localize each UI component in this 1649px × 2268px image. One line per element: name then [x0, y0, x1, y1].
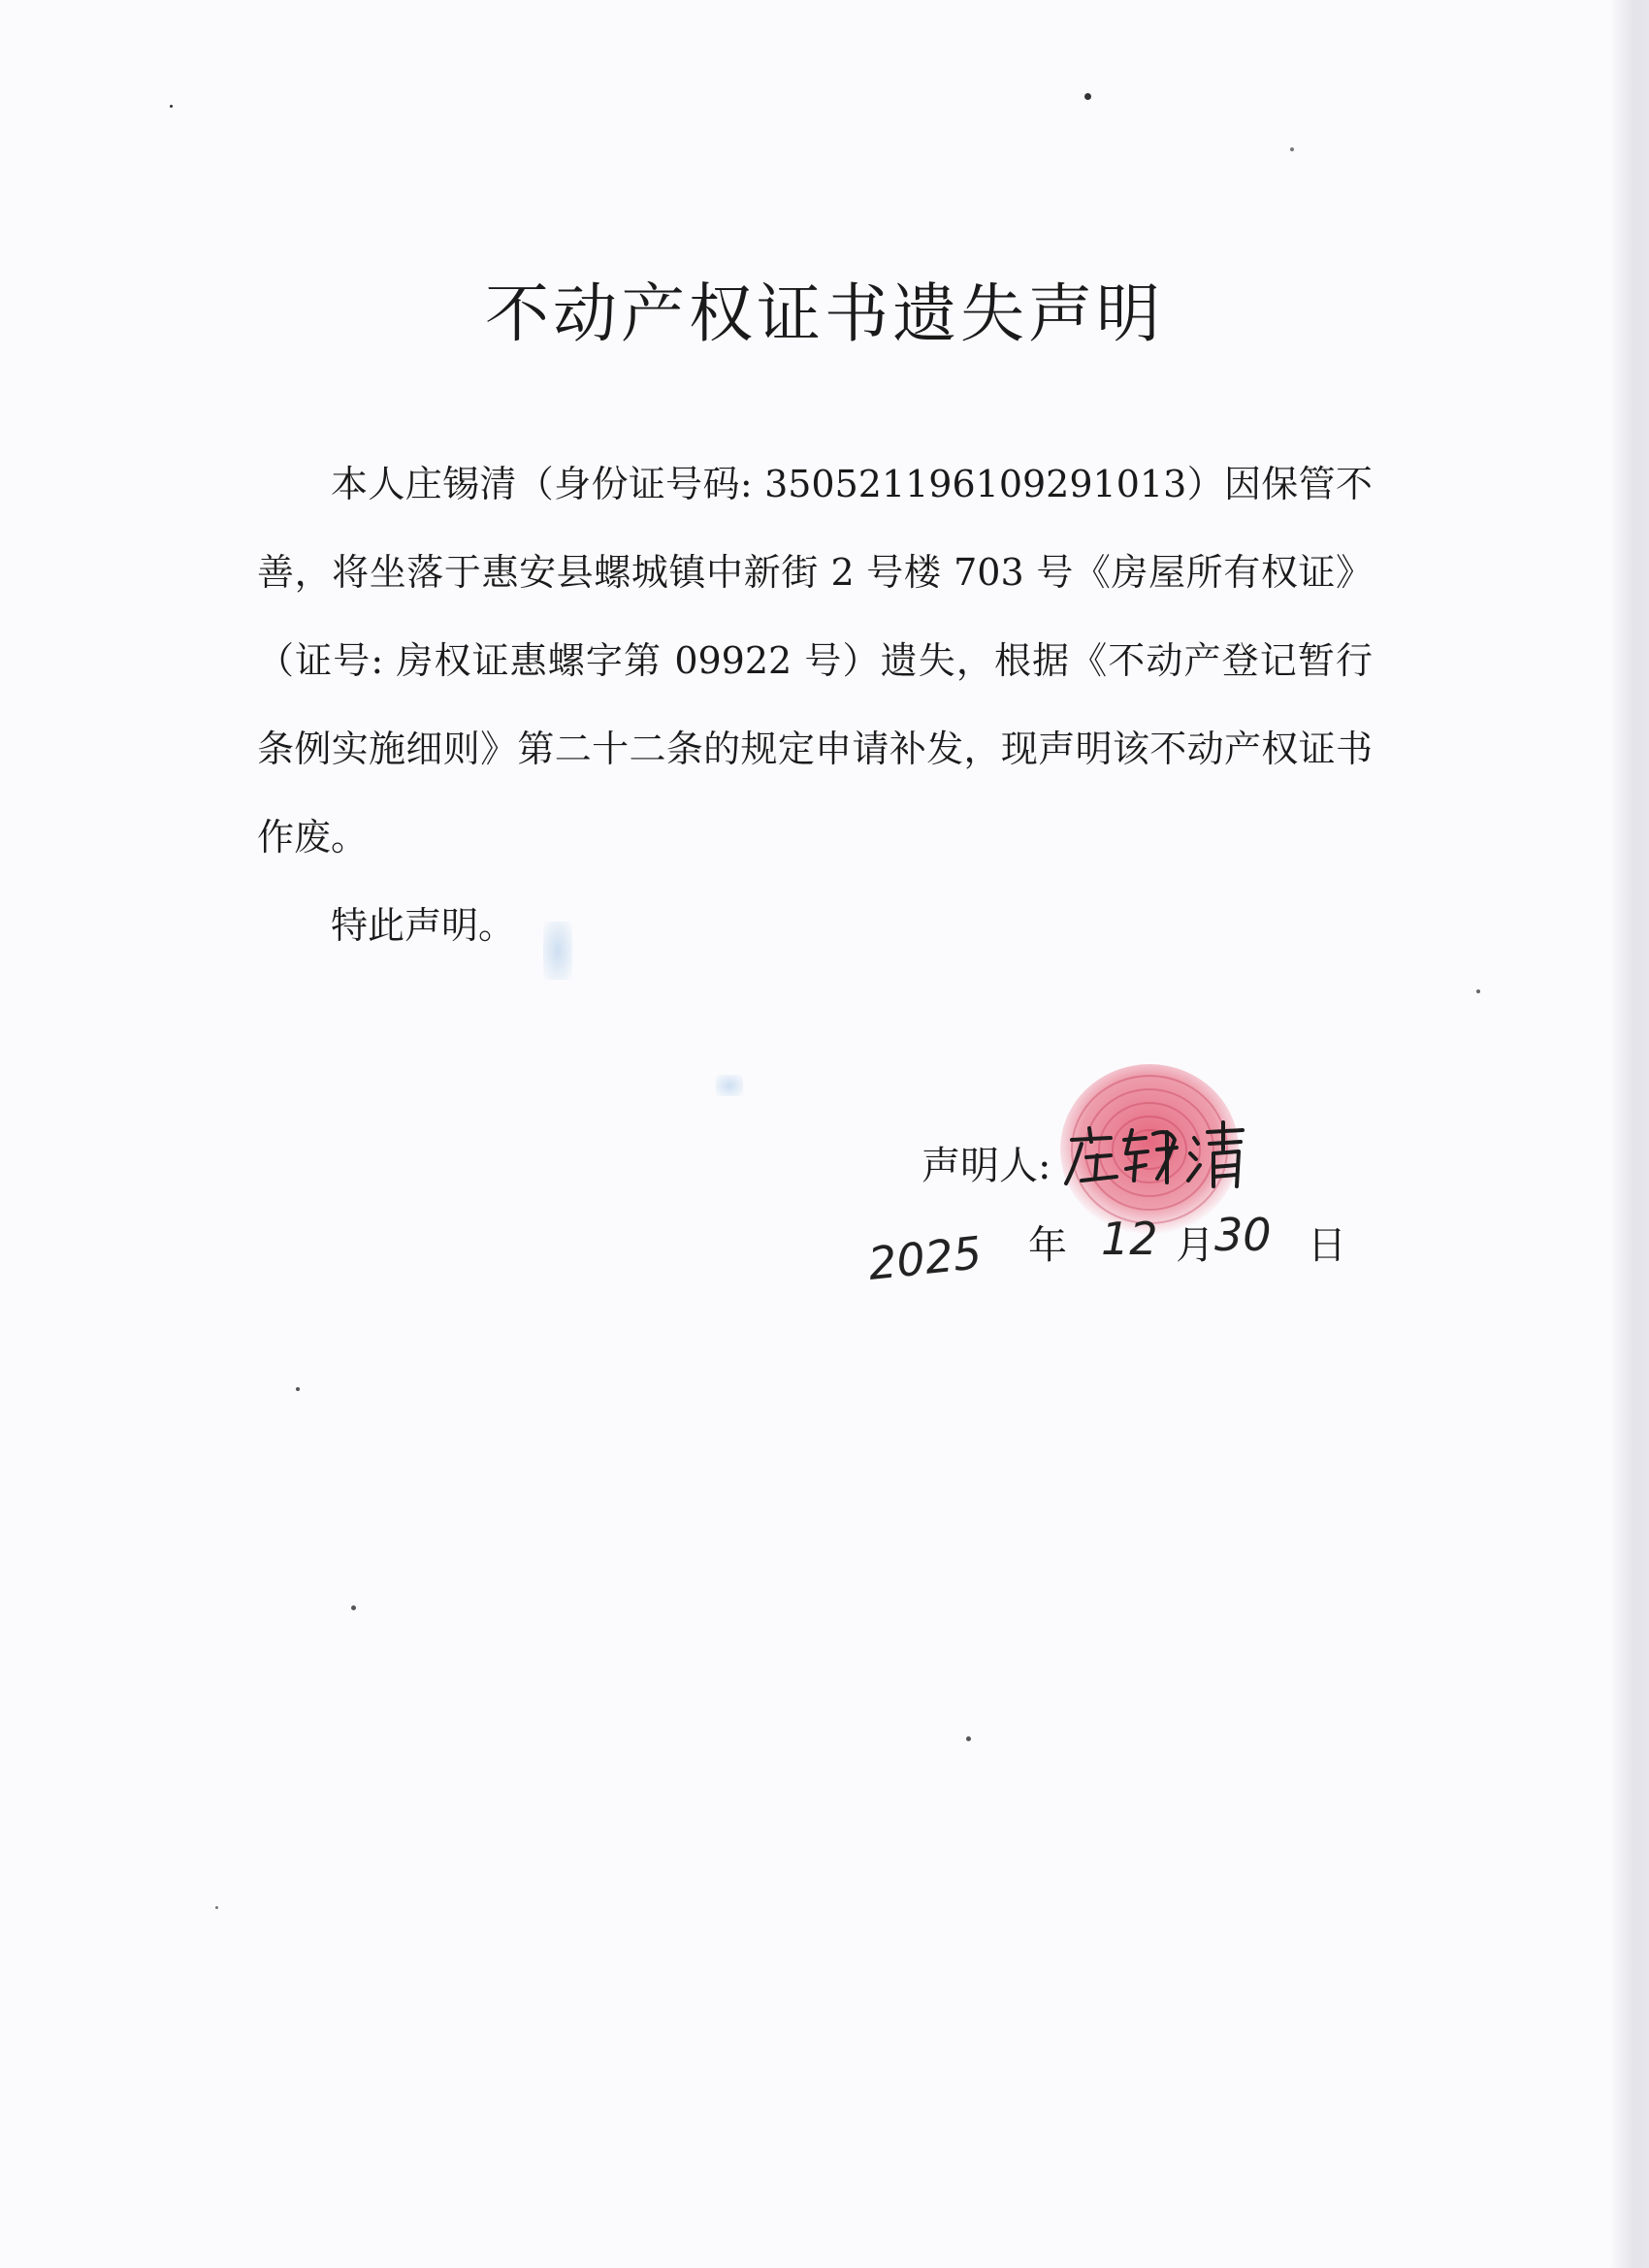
closing-paragraph: 特此声明。	[331, 904, 516, 947]
statement-paragraph: 本人庄锡清（身份证号码: 350521196109291013）因保管不善，将坐落于惠安县螺城镇中新街 2 号楼 703 号《房屋所有权证》（证号: 房权证惠螺字第 09922 号）遗失，根据《不动产登记暂行条例实施细则》第二十二条的规定申请补发，现声明该不动产权证书作废。	[257, 463, 1373, 859]
year-unit: 年	[1028, 1223, 1067, 1268]
handwritten-day: 30	[1214, 1209, 1272, 1261]
handwritten-signature	[1052, 1111, 1266, 1198]
date-line	[865, 1203, 1368, 1319]
scan-speck	[1084, 93, 1091, 100]
document-title: 不动产权证书遗失声明	[485, 276, 1164, 351]
signature-block	[865, 1096, 1368, 1339]
scan-speck	[1476, 989, 1480, 993]
scan-speck	[351, 1605, 356, 1610]
declarant-label: 声明人:	[922, 1144, 1051, 1188]
scan-speck	[1290, 147, 1294, 151]
blue-ink-mark	[716, 1075, 743, 1096]
day-unit: 日	[1308, 1223, 1346, 1268]
scan-speck	[296, 1387, 300, 1391]
handwritten-month: 12	[1101, 1213, 1158, 1265]
handwritten-year: 2025	[865, 1226, 985, 1290]
scan-speck	[215, 1906, 218, 1909]
month-unit: 月	[1176, 1223, 1214, 1268]
statement-body	[257, 440, 1373, 970]
scan-speck	[170, 105, 173, 108]
scan-speck	[966, 1736, 971, 1741]
